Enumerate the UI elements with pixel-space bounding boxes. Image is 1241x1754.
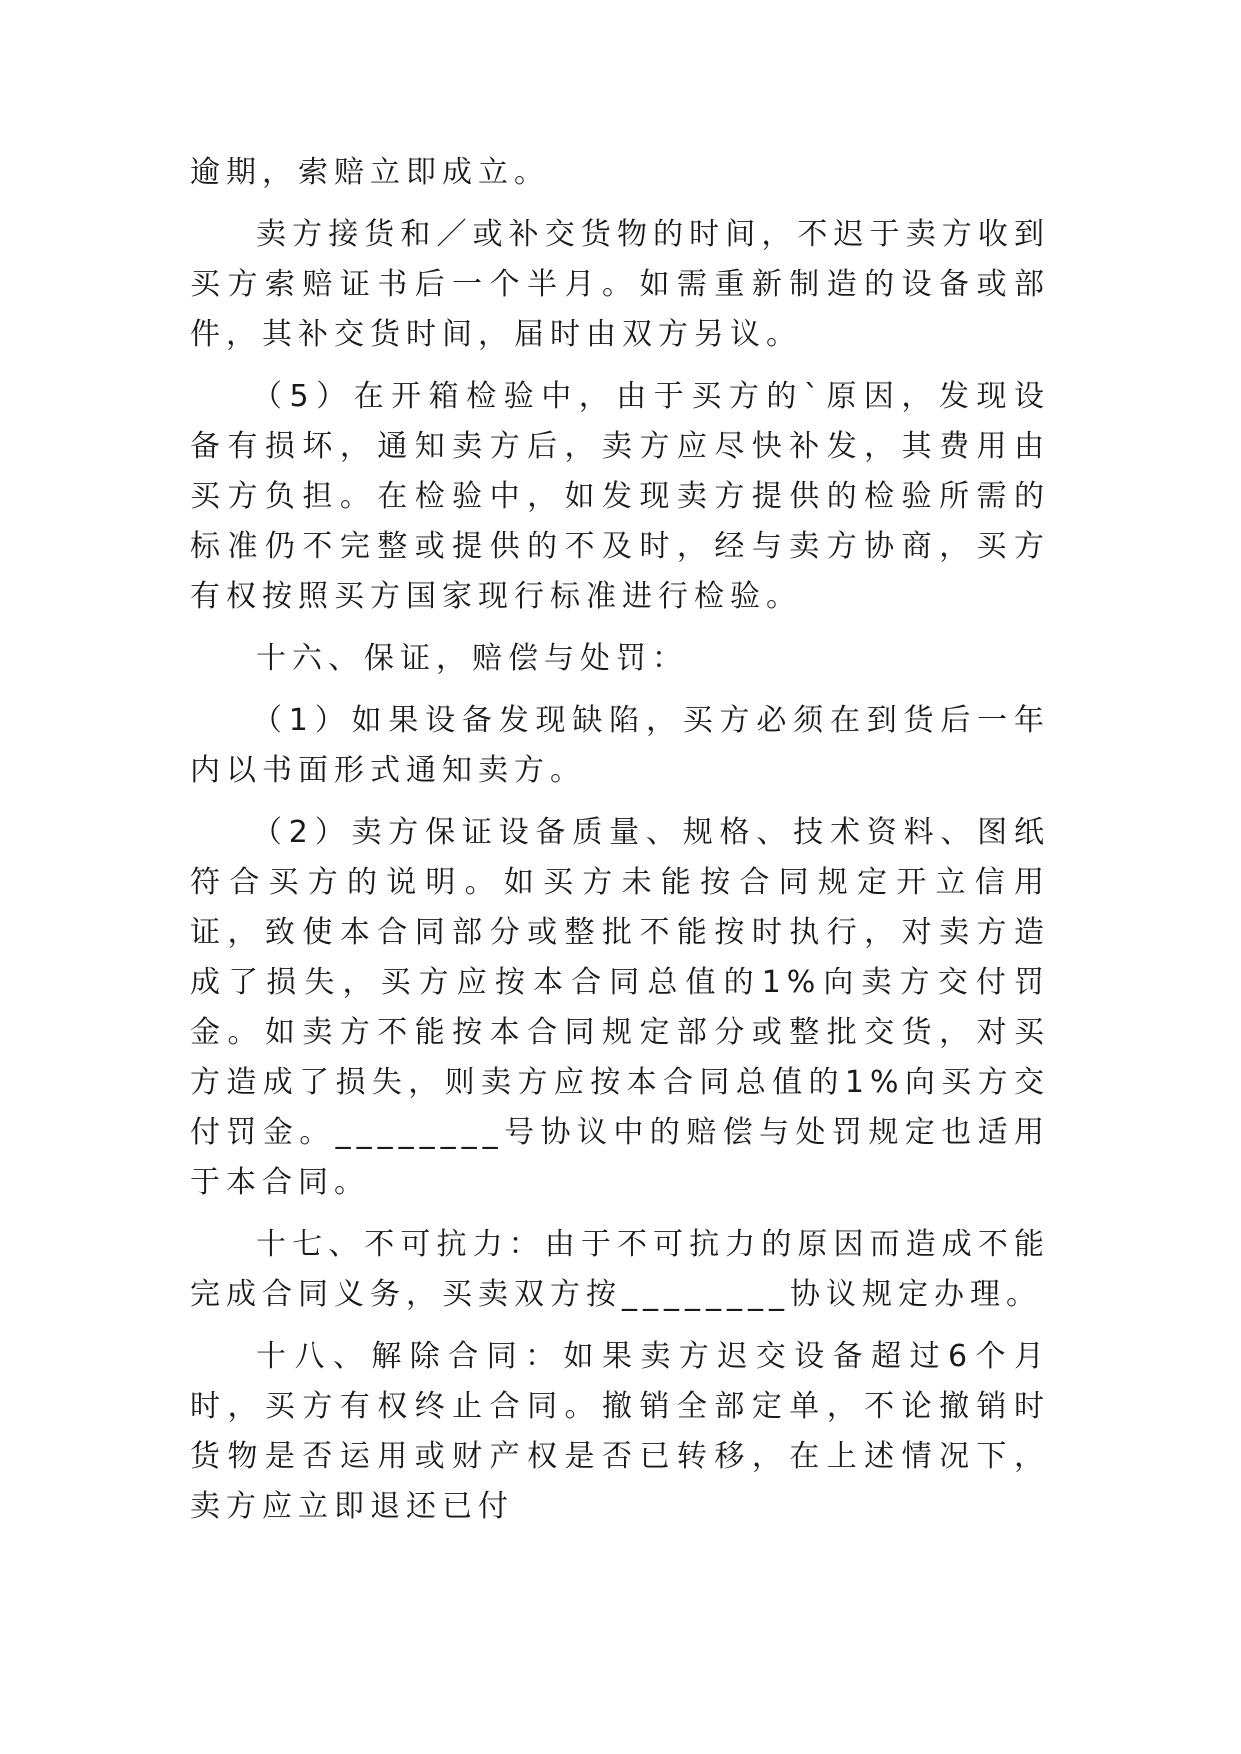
section-heading-16: 十六、保证，赔偿与处罚：: [256, 641, 688, 676]
paragraph-termination-18: 十八、解除合同：如果卖方迟交设备超过6个月时，买方有权终止合同。撤销全部定单，不论撤销时货物是否运用或财产权是否已转移，在上述情况下，卖方应立即退还已付: [190, 1339, 1050, 1524]
paragraph-warranty-2: （2）卖方保证设备质量、规格、技术资料、图纸符合买方的说明。如买方未能按合同规定开立信用证，致使本合同部分或整批不能按时执行，对卖方造成了损失，买方应按本合同总值的1%向卖方交付罚金。如卖方不能按本合同规定部分或整批交货，对买方造成了损失，则卖方应按本合同总值的1%向买方交付罚金。________号协议中的赔偿与处罚规定也适用于本合同。: [190, 815, 1050, 1200]
paragraph-warranty-1: （1）如果设备发现缺陷，买方必须在到货后一年内以书面形式通知卖方。: [190, 703, 1050, 788]
paragraph-inspection-5: （5）在开箱检验中，由于买方的`原因，发现设备有损坏，通知卖方后，卖方应尽快补发，其费用由买方负担。在检验中，如发现卖方提供的检验所需的标准仍不完整或提供的不及时，经与卖方协商，买方有权按照买方国家现行标准进行检验。: [190, 379, 1050, 614]
paragraph-force-majeure-17: 十七、不可抗力：由于不可抗力的原因而造成不能完成合同义务，买卖双方按________协议规定办理。: [190, 1227, 1050, 1312]
paragraph-continuation: 逾期，索赔立即成立。: [190, 155, 550, 190]
paragraph-delivery-time: 卖方接货和／或补交货物的时间，不迟于卖方收到买方索赔证书后一个半月。如需重新制造的设备或部件，其补交货时间，届时由双方另议。: [190, 217, 1050, 352]
document-page: [190, 148, 1050, 1544]
